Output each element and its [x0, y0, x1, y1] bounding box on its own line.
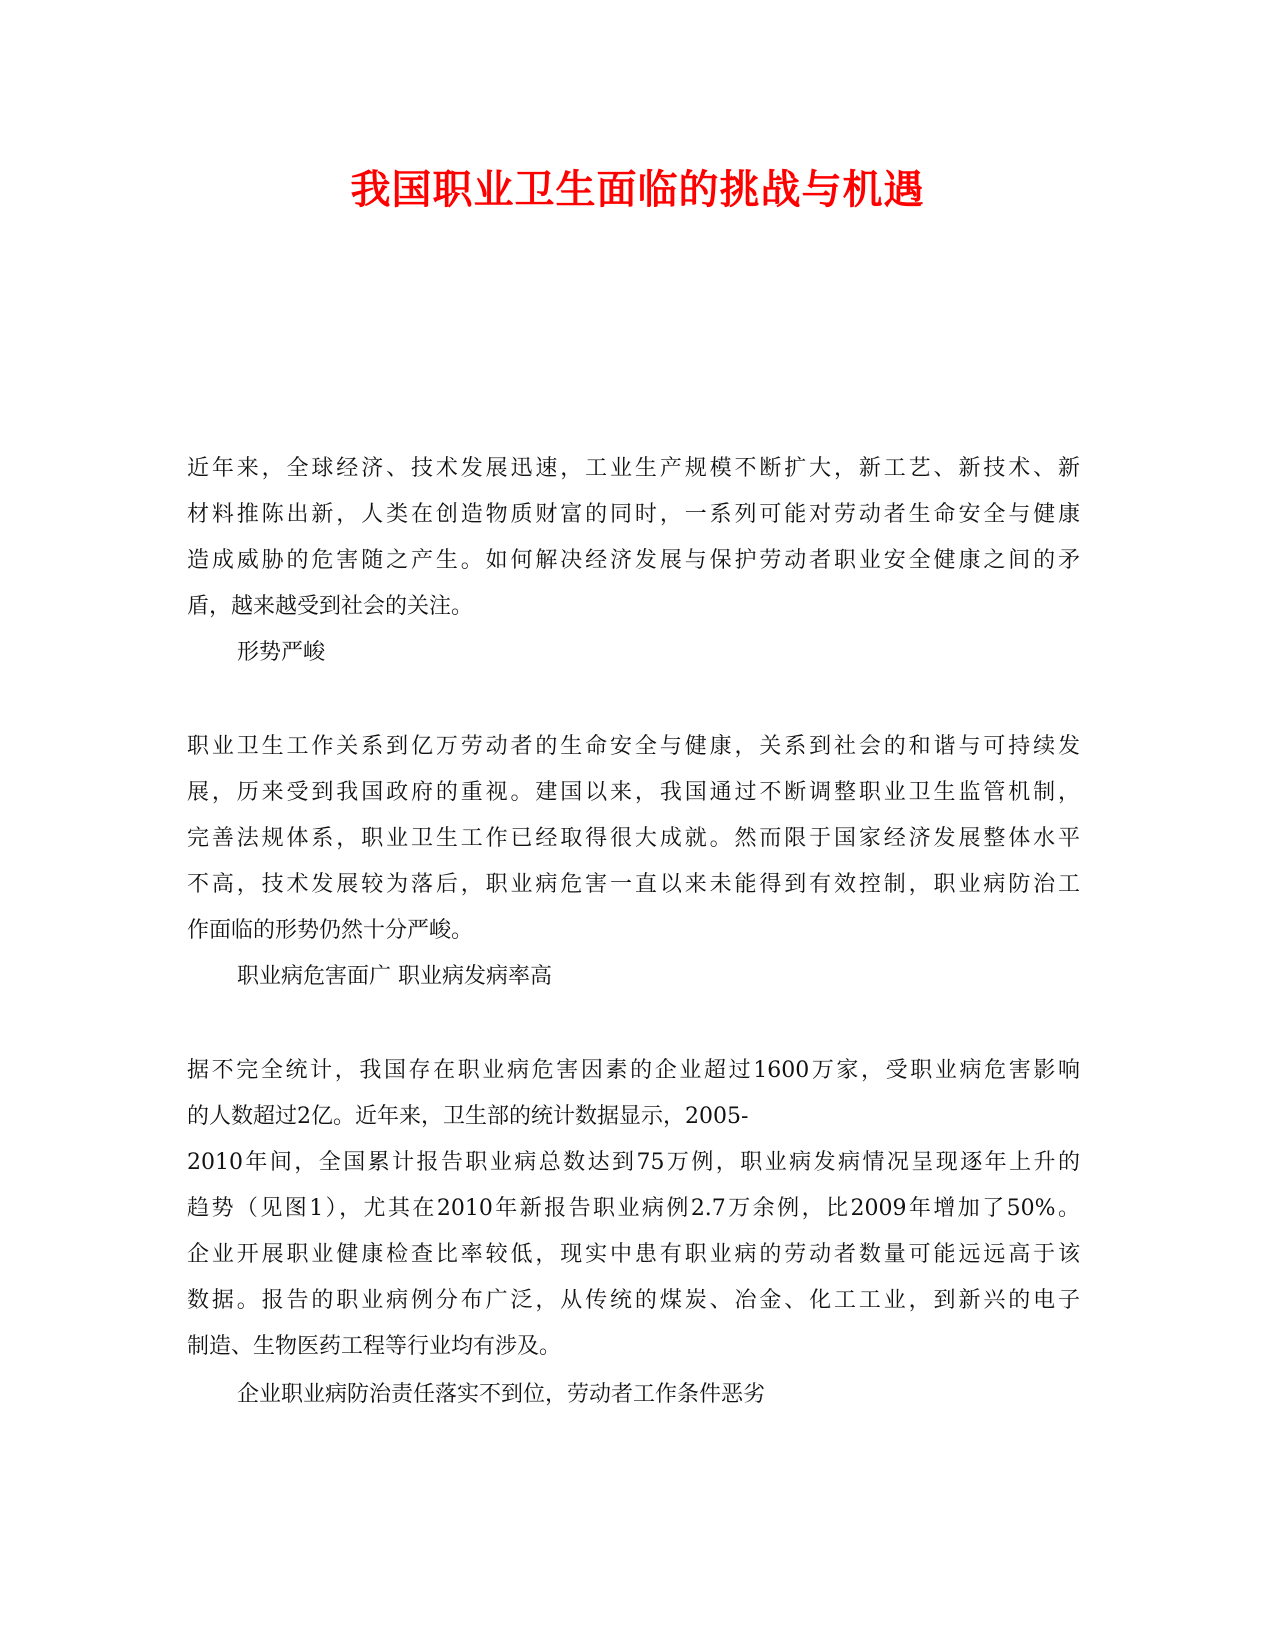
text-line: 完善法规体系，职业卫生工作已经取得很大成就。然而限于国家经济发展整体水平 — [187, 826, 1080, 851]
text-line: 不高，技术发展较为落后，职业病危害一直以来未能得到有效控制，职业病防治工 — [187, 872, 1080, 897]
text-line: 盾，越来越受到社会的关注。 — [187, 594, 474, 619]
text-line: 数据。报告的职业病例分布广泛，从传统的煤炭、冶金、化工工业，到新兴的电子 — [187, 1288, 1080, 1313]
document-title: 我国职业卫生面临的挑战与机遇 — [350, 166, 925, 213]
text-line: 趋势（见图1），尤其在2010年新报告职业病例2.7万余例，比2009年增加了50%。 — [187, 1196, 1080, 1221]
text-line: 2010年间，全国累计报告职业病总数达到75万例，职业病发病情况呈现逐年上升的 — [187, 1150, 1080, 1175]
text-line: 职业卫生工作关系到亿万劳动者的生命安全与健康，关系到社会的和谐与可持续发 — [187, 734, 1080, 759]
text-line: 展，历来受到我国政府的重视。建国以来，我国通过不断调整职业卫生监管机制， — [187, 780, 1080, 805]
text-line: 据不完全统计，我国存在职业病危害因素的企业超过1600万家，受职业病危害影响 — [187, 1058, 1080, 1083]
section-heading: 企业职业病防治责任落实不到位，劳动者工作条件恶劣 — [237, 1382, 766, 1407]
text-line: 的人数超过2亿。近年来，卫生部的统计数据显示，2005- — [187, 1104, 749, 1129]
section-heading: 形势严峻 — [237, 640, 326, 665]
text-line: 材料推陈出新，人类在创造物质财富的同时，一系列可能对劳动者生命安全与健康 — [187, 502, 1080, 527]
text-line: 近年来，全球经济、技术发展迅速，工业生产规模不断扩大，新工艺、新技术、新 — [187, 456, 1080, 481]
text-line: 企业开展职业健康检查比率较低，现实中患有职业病的劳动者数量可能远远高于该 — [187, 1242, 1080, 1267]
text-line: 制造、生物医药工程等行业均有涉及。 — [187, 1334, 562, 1359]
text-line: 作面临的形势仍然十分严峻。 — [187, 918, 474, 943]
text-line: 造成威胁的危害随之产生。如何解决经济发展与保护劳动者职业安全健康之间的矛 — [187, 548, 1080, 573]
section-heading: 职业病危害面广 职业病发病率高 — [237, 964, 552, 989]
